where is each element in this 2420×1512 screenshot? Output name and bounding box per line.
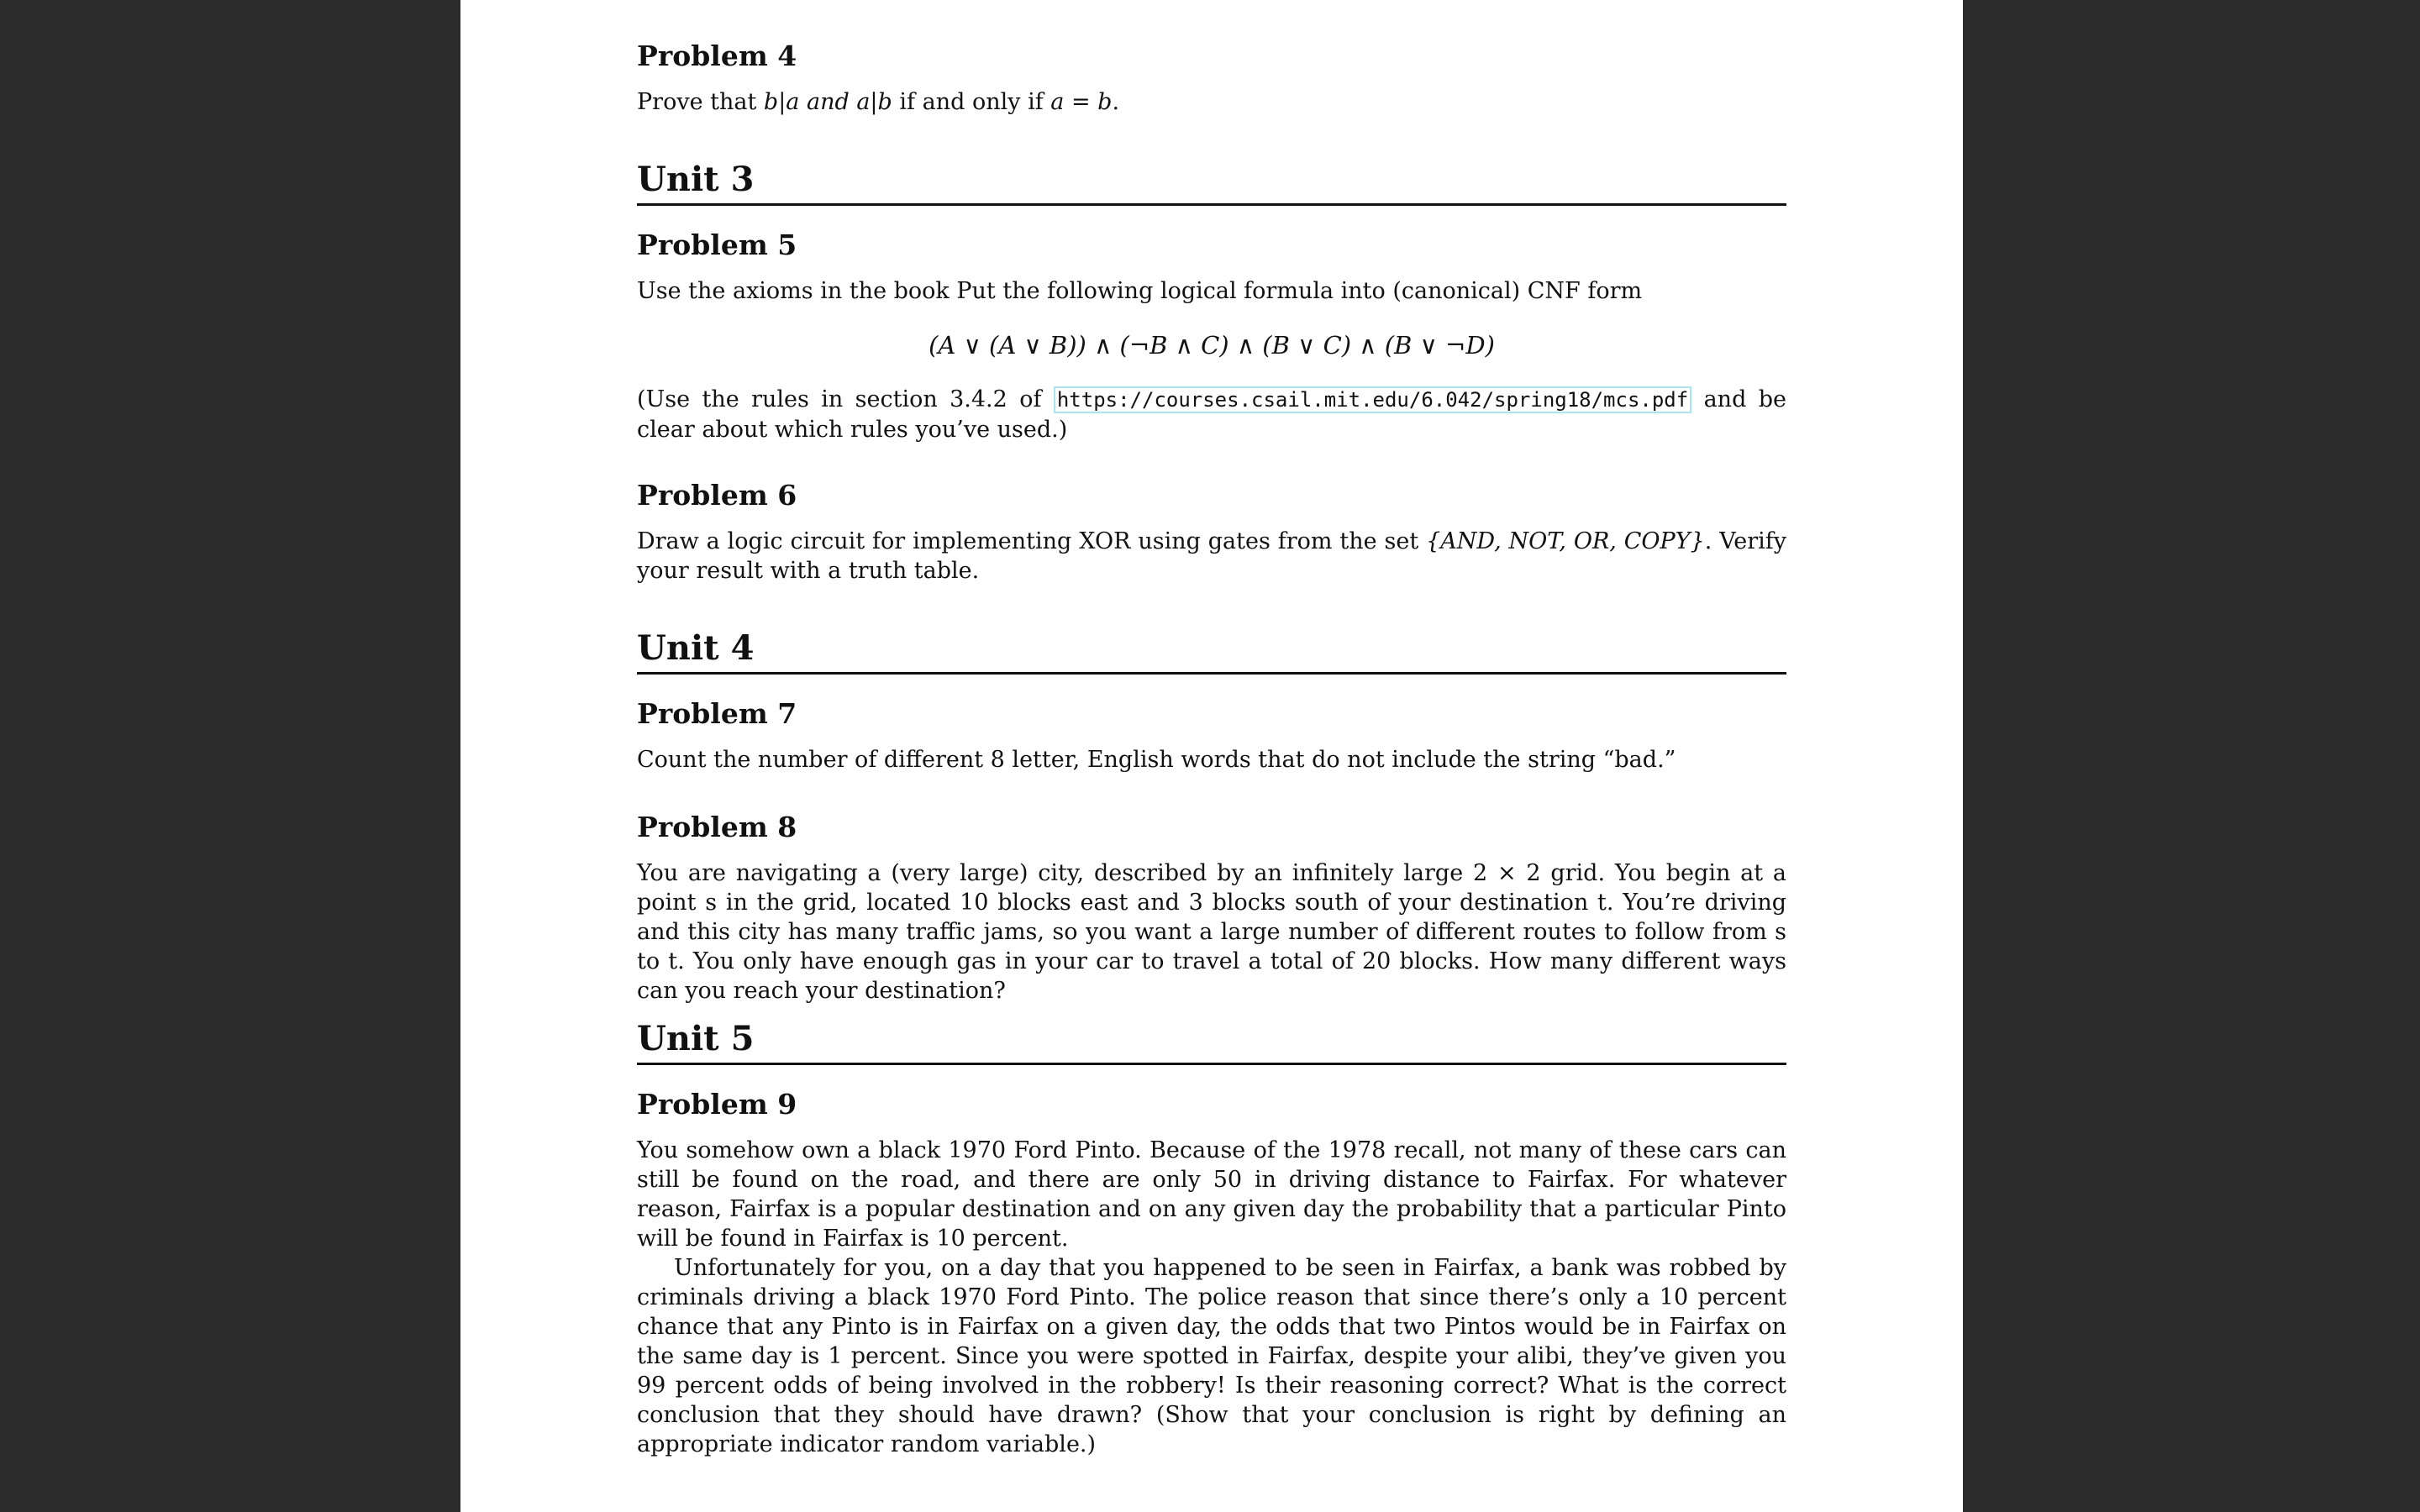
- problem-6-heading: Problem 6: [637, 479, 797, 512]
- problem-9-para-1: You somehow own a black 1970 Ford Pinto. Because of the 1978 recall, not many of these cars can still be found on the road, and there are only 50 in driving distance to Fairfax. For whatever reason, Fairfax is a popular destination and on any given day the probability that a particular Pinto will be found in Fairfax is 10 percent.: [637, 1137, 1786, 1252]
- unit-4-rule: [637, 672, 1786, 675]
- unit-3-rule: [637, 203, 1786, 206]
- unit-5-heading: Unit 5: [637, 1019, 755, 1058]
- unit-3-heading: Unit 3: [637, 160, 755, 199]
- problem-4-math2: a = b: [1050, 89, 1113, 115]
- document-page: [460, 0, 1963, 1512]
- problem-4-text-suffix: .: [1112, 89, 1120, 115]
- problem-7-text: Count the number of different 8 letter, English words that do not include the string “bad.”: [637, 747, 1676, 773]
- problem-5-heading: Problem 5: [637, 228, 797, 261]
- problem-9-para-2: Unfortunately for you, on a day that you happened to be seen in Fairfax, a bank was robbed by criminals driving a black 1970 Ford Pinto. The police reason that since there’s only a 10 percent chance that any Pinto is in Fairfax on a given day, the odds that two Pintos would be in Fairfax on the same day is 1 percent. Since you were spotted in Fairfax, despite your alibi, they’ve given you 99 percent odds of being involved in the robbery! Is their reasoning correct? What is the correct conclusion that they should have drawn? (Show that your conclusion is right by defining an appropriate indicator random variable.): [637, 1255, 1786, 1457]
- problem-4-text-mid: if and only if: [892, 89, 1051, 115]
- problem-9-text: [637, 1136, 1786, 1459]
- problem-4-math: b|a and a|b: [763, 89, 892, 115]
- problem-6-text-suffix: . Verify your result with a truth table.: [637, 528, 1786, 584]
- problem-5-note-suffix: and be clear about which rules you’ve used.): [637, 386, 1786, 443]
- problem-4-text-prefix: Prove that: [637, 89, 764, 115]
- problem-6-text: [637, 527, 1786, 585]
- unit-5-rule: [637, 1063, 1786, 1065]
- problem-7-heading: Problem 7: [637, 697, 797, 730]
- problem-5-intro: Use the axioms in the book Put the following logical formula into (canonical) CNF form: [637, 278, 1643, 304]
- problem-6-gate-set: {AND, NOT, OR, COPY}: [1426, 528, 1705, 554]
- problem-5-formula: (A ∨ (A ∨ B)) ∧ (¬B ∧ C) ∧ (B ∨ C) ∧ (B ∨ ¬D): [929, 331, 1495, 360]
- unit-4-heading: Unit 4: [637, 628, 755, 668]
- problem-5-note-prefix: (Use the rules in section 3.4.2 of: [637, 386, 1054, 412]
- problem-4-text: [637, 87, 1786, 117]
- problem-8-heading: Problem 8: [637, 811, 797, 843]
- problem-9-heading: Problem 9: [637, 1088, 797, 1121]
- problem-8-text: You are navigating a (very large) city, described by an infinitely large 2 × 2 grid. You begin at a point s in the grid, located 10 blocks east and 3 blocks south of your destination t. You’re driving and this city has many traffic jams, so you want a large number of different routes to follow from s to t. You only have enough gas in your car to travel a total of 20 blocks. How many different ways can you reach your destination?: [637, 860, 1786, 1004]
- problem-5-note: [637, 385, 1786, 444]
- mcs-pdf-link[interactable]: https://courses.csail.mit.edu/6.042/spring18/mcs.pdf: [1054, 386, 1691, 413]
- problem-4-heading: Problem 4: [637, 39, 797, 72]
- problem-6-text-prefix: Draw a logic circuit for implementing XOR using gates from the set: [637, 528, 1427, 554]
